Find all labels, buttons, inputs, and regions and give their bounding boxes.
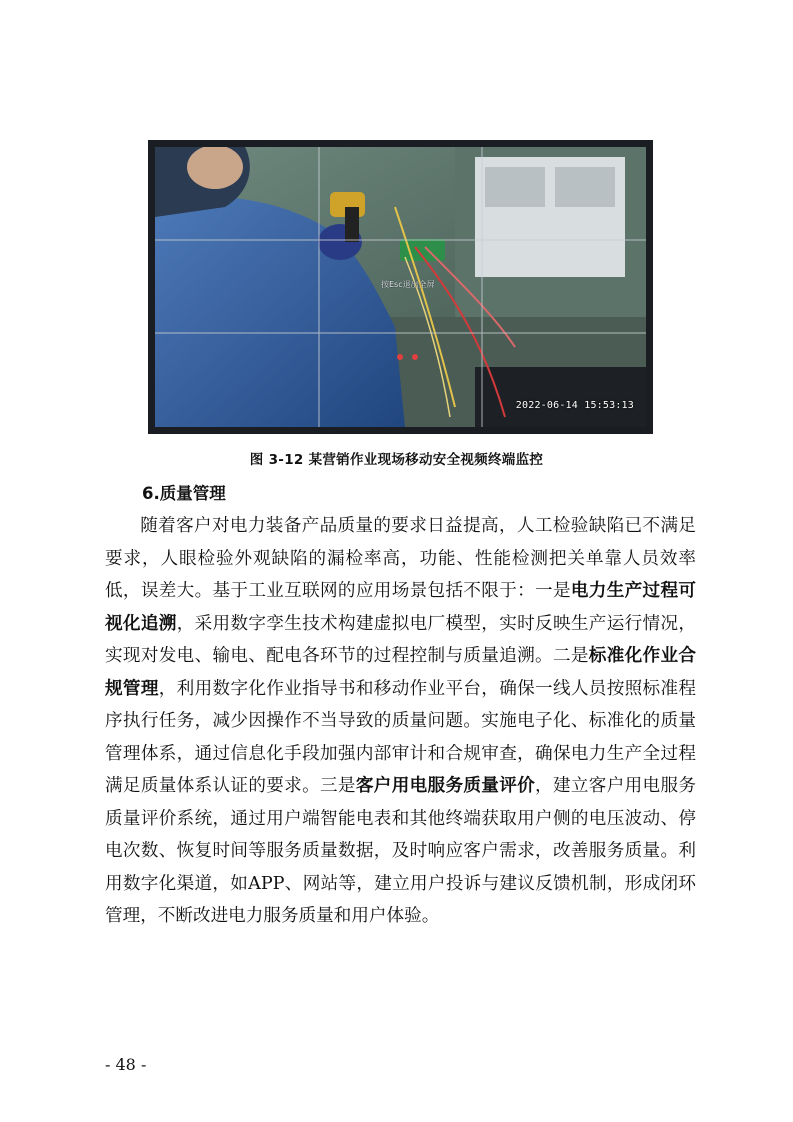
figure-caption: 图 3-12 某营销作业现场移动安全视频终端监控	[249, 452, 544, 468]
highlight-term: 电力生产过程可视化追溯	[105, 581, 696, 634]
video-wall-screen	[155, 147, 646, 427]
paragraph-text: ，利用数字化作业指导书和移动作业平台，确保一线人员按照标准程序执行任务，减少因操作不当导致的质量问题。实施电子化、标准化的质量管理体系，通过信息化手段加强内部审计和合规审查，确保电力生产全过程满足质量体系认证的要求。三是	[105, 678, 696, 796]
page-number: - 48 -	[105, 1055, 147, 1074]
body-paragraph	[105, 510, 696, 933]
monitoring-video-figure	[148, 140, 653, 434]
paragraph-text: 随着客户对电力装备产品质量的要求日益提高，人工检验缺陷已不满足要求，人眼检验外观缺陷的漏检率高，功能、性能检测把关单靠人员效率低，误差大。基于工业互联网的应用场景包括不限于：一是	[105, 516, 696, 601]
paragraph-text: ，采用数字孪生技术构建虚拟电厂模型，实时反映生产运行情况，实现对发电、输电、配电各环节的过程控制与质量追溯。二是	[105, 613, 696, 666]
section-heading: 6.质量管理	[142, 484, 226, 503]
highlight-term: 客户用电服务质量评价	[355, 776, 536, 796]
video-timestamp: 2022-06-14 15:53:13	[515, 400, 634, 411]
highlight-term: 标准化作业合规管理	[105, 646, 696, 699]
paragraph-text: ，建立客户用电服务质量评价系统，通过用户端智能电表和其他终端获取用户侧的电压波动、停电次数、恢复时间等服务质量数据，及时响应客户需求，改善服务质量。利用数字化渠道，如APP、网站等，建立用户投诉与建议反馈机制，形成闭环管理，不断改进电力服务质量和用户体验。	[105, 776, 696, 926]
fullscreen-exit-hint: 按Esc退出全屏	[381, 280, 435, 289]
